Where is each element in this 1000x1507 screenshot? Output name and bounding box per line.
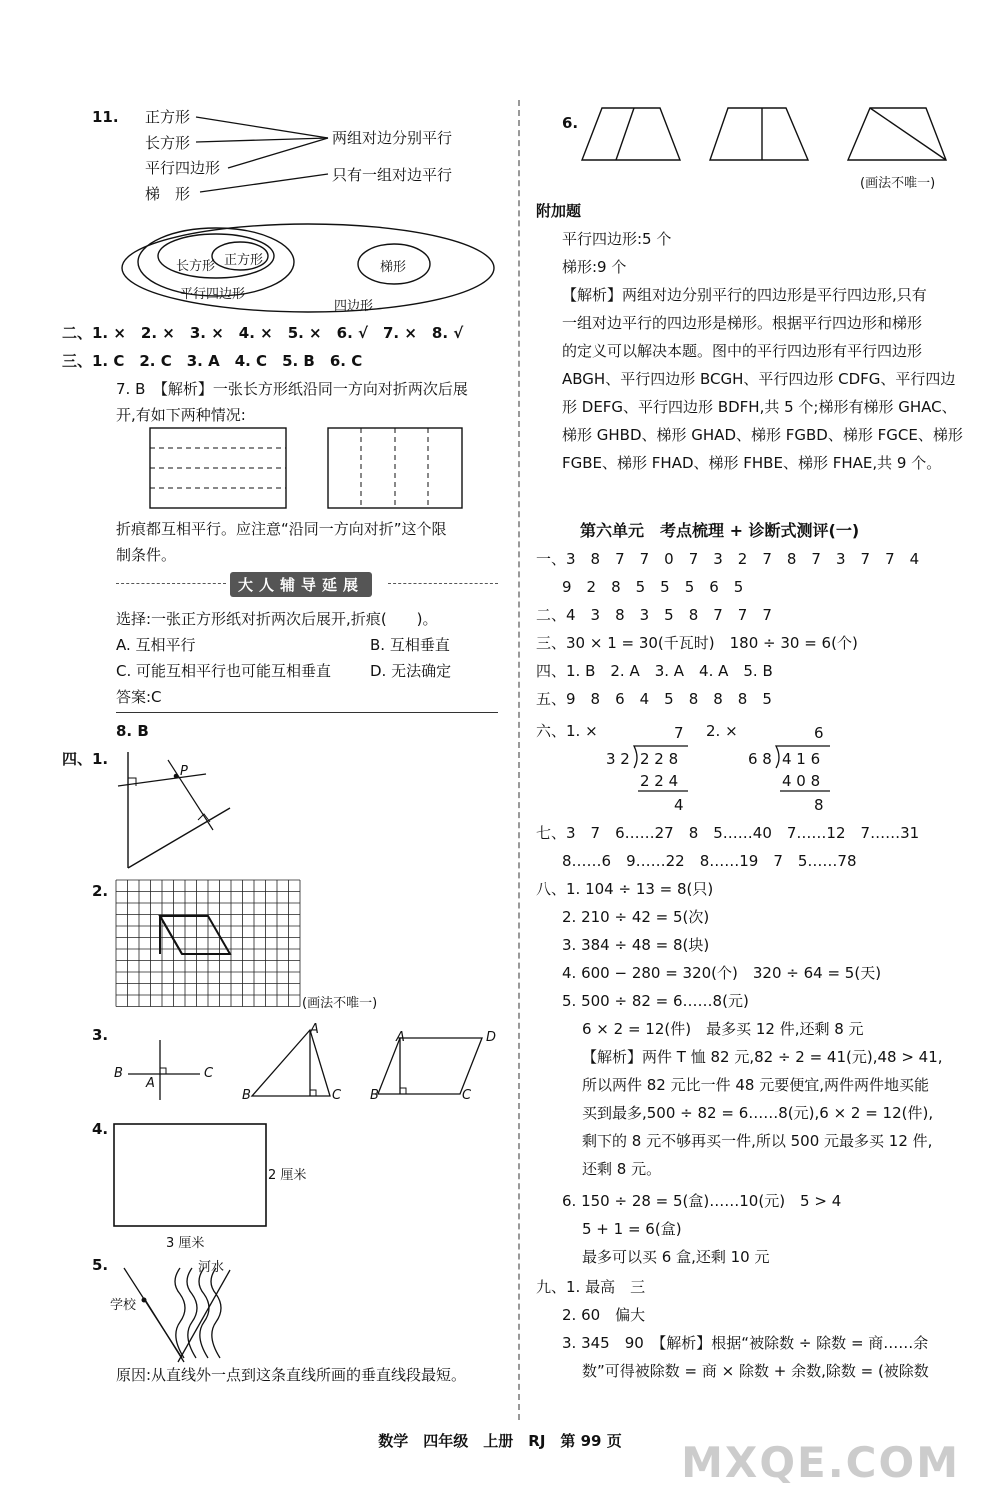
div1-dividend: 2 2 8: [640, 750, 679, 768]
div2-bracket: [772, 744, 832, 794]
q7-line-2: 开,有如下两种情况:: [116, 406, 246, 424]
q2-number: 2.: [92, 882, 109, 900]
venn-parallelogram: 平行四边形: [180, 287, 246, 302]
ext-option-b: B. 互相垂直: [370, 636, 450, 654]
q4-width: 3 厘米: [166, 1236, 205, 1251]
s8-line-2: 2. 210 ÷ 42 = 5(次): [562, 908, 710, 926]
s8-line-5: 5. 500 ÷ 82 = 6……8(元): [562, 992, 749, 1010]
q4-number: 4.: [92, 1120, 109, 1138]
s8-line-14: 最多可以买 6 盒,还剩 10 元: [582, 1248, 770, 1266]
ext-bottom-rule: [116, 712, 498, 713]
s8-line-8: 所以两件 82 元比一件 48 元要便宜,两件两件地买能: [582, 1076, 930, 1094]
q11-shape-2: 长方形: [145, 134, 191, 152]
s4-answers: 四、1. B 2. A 3. A 4. A 5. B: [536, 662, 773, 680]
q11-number: 11.: [92, 108, 119, 126]
div2-product: 4 0 8: [782, 772, 821, 790]
q3-label-d3: D: [486, 1030, 497, 1045]
bonus-exp-5: 形 DEFG、平行四边形 BDFH,共 5 个;梯形有梯形 GHAC、: [562, 398, 957, 416]
q11-prop-1: 两组对边分别平行: [332, 129, 453, 147]
s8-line-13: 5 + 1 = 6(盒): [582, 1220, 682, 1238]
q5-school: 学校: [110, 1298, 137, 1313]
s9-line-2: 2. 60 偏大: [562, 1306, 646, 1324]
unit-6-title: 第六单元 考点梳理 + 诊断式测评(一): [580, 521, 860, 540]
div1-bracket: [630, 744, 690, 794]
s8-line-10: 剩下的 8 元不够再买一件,所以 500 元最多买 12 件,: [582, 1132, 933, 1150]
s6-answer-1: 六、1. ×: [536, 722, 598, 740]
q2-note: (画法不唯一): [302, 996, 378, 1011]
venn-quadrilateral: 四边形: [334, 299, 374, 314]
s8-line-12: 6. 150 ÷ 28 = 5(盒)……10(元) 5 > 4: [562, 1192, 842, 1210]
bonus-answer-1: 平行四边形:5 个: [562, 230, 672, 248]
div1-divisor: 3 2: [606, 750, 630, 768]
q6-trapezoids: [580, 104, 950, 164]
q11-prop-2: 只有一组对边平行: [332, 166, 453, 184]
s3-answers: 三、30 × 1 = 30(千瓦时) 180 ÷ 30 = 6(个): [536, 634, 858, 652]
q3-label-c1: C: [204, 1066, 214, 1081]
q3-label-c2: C: [332, 1088, 342, 1103]
s1-line-2: 9 2 8 5 5 5 6 5: [562, 578, 744, 596]
q7-fold-diagrams: [148, 428, 468, 510]
q4-height: 2 厘米: [268, 1168, 307, 1183]
div2-divisor: 6 8: [748, 750, 772, 768]
extension-banner: 大人辅导延展: [230, 572, 372, 597]
div1-quotient: 7: [674, 724, 684, 742]
s2-answers: 二、4 3 8 3 5 8 7 7 7: [536, 606, 772, 624]
q6-note: (画法不唯一): [860, 176, 936, 191]
section-4-label: 四、1.: [62, 750, 109, 768]
s1-line-1: 一、3 8 7 7 0 7 3 2 7 8 7 3 7 7 4: [536, 550, 920, 568]
q3-number: 3.: [92, 1026, 109, 1044]
ext-option-c: C. 可能互相平行也可能互相垂直: [116, 662, 332, 680]
div1-product: 2 2 4: [640, 772, 679, 790]
bonus-title: 附加题: [536, 202, 582, 220]
q7-note-2: 制条件。: [116, 546, 177, 564]
s8-line-7: 【解析】两件 T 恤 82 元,82 ÷ 2 = 41(元),48 > 41,: [582, 1048, 943, 1066]
venn-trapezoid: 梯形: [380, 260, 407, 275]
div2-remainder: 8: [814, 796, 824, 814]
q3-label-a1: A: [146, 1076, 155, 1091]
page-footer: 数学 四年级 上册 RJ 第 99 页: [378, 1432, 622, 1450]
q3-label-c3: C: [462, 1088, 472, 1103]
ext-divider-right: [388, 583, 498, 584]
bonus-answer-2: 梯形:9 个: [562, 258, 627, 276]
bonus-exp-6: 梯形 GHBD、梯形 GHAD、梯形 FGBD、梯形 FGCE、梯形: [562, 426, 963, 444]
s9-line-4: 数”可得被除数 = 商 × 除数 + 余数,除数 = (被除数: [582, 1362, 929, 1380]
s5-answers: 五、9 8 6 4 5 8 8 8 5: [536, 690, 772, 708]
q3-label-b2: B: [242, 1088, 251, 1103]
ext-option-d: D. 无法确定: [370, 662, 452, 680]
q8-answer: 8. B: [116, 722, 149, 740]
s8-line-4: 4. 600 − 280 = 320(个) 320 ÷ 64 = 5(天): [562, 964, 882, 982]
q6-number: 6.: [562, 114, 579, 132]
s9-line-1: 九、1. 最高 三: [536, 1278, 646, 1296]
div1-remainder: 4: [674, 796, 684, 814]
s8-line-1: 八、1. 104 ÷ 13 = 8(只): [536, 880, 714, 898]
q3-label-b1: B: [114, 1066, 123, 1081]
venn-rectangle: 长方形: [176, 259, 216, 274]
q11-shape-4: 梯 形: [145, 185, 191, 203]
watermark: MXQE.COM: [681, 1438, 960, 1487]
q7-note-1: 折痕都互相平行。应注意“沿同一方向对折”这个限: [116, 520, 447, 538]
q11-match-lines: [0, 0, 520, 220]
q3-label-a3: A: [396, 1030, 405, 1045]
s7-line-2: 8……6 9……22 8……19 7 5……78: [562, 852, 857, 870]
venn-square: 正方形: [224, 253, 264, 268]
s9-line-3: 3. 345 90 【解析】根据“被除数 ÷ 除数 = 商……余: [562, 1334, 929, 1352]
river-figure: [120, 1258, 250, 1368]
q7-line-1: 7. B 【解析】一张长方形纸沿同一方向对折两次后展: [116, 380, 468, 398]
s8-line-11: 还剩 8 元。: [582, 1160, 662, 1178]
ext-answer: 答案:C: [116, 688, 162, 706]
ext-question: 选择:一张正方形纸对折两次后展开,折痕( )。: [116, 610, 438, 628]
s8-line-9: 买到最多,500 ÷ 82 = 6……8(元),6 × 2 = 12(件),: [582, 1104, 934, 1122]
q5-reason: 原因:从直线外一点到这条直线所画的垂直线段最短。: [116, 1366, 467, 1384]
div2-dividend: 4 1 6: [782, 750, 821, 768]
q3-label-a2: A: [310, 1022, 319, 1037]
div2-quotient: 6: [814, 724, 824, 742]
column-divider: [518, 100, 520, 1420]
point-p: P: [180, 764, 188, 779]
s8-line-3: 3. 384 ÷ 48 = 8(块): [562, 936, 710, 954]
section-3-answers: 三、1. C 2. C 3. A 4. C 5. B 6. C: [62, 352, 363, 370]
s8-line-6: 6 × 2 = 12(件) 最多买 12 件,还剩 8 元: [582, 1020, 864, 1038]
grid-figure: [116, 880, 302, 1012]
section-2-answers: 二、1. × 2. × 3. × 4. × 5. × 6. √ 7. × 8. √: [62, 324, 464, 342]
q11-shape-1: 正方形: [145, 108, 191, 126]
bonus-exp-1: 【解析】两组对边分别平行的四边形是平行四边形,只有: [562, 286, 927, 304]
bonus-exp-3: 的定义可以解决本题。图中的平行四边形有平行四边形: [562, 342, 923, 360]
q4-rectangle: [112, 1122, 272, 1232]
bonus-exp-2: 一组对边平行的四边形是梯形。根据平行四边形和梯形: [562, 314, 923, 332]
bonus-exp-7: FGBE、梯形 FHAD、梯形 FHBE、梯形 FHAE,共 9 个。: [562, 454, 942, 472]
ext-option-a: A. 互相平行: [116, 636, 196, 654]
ext-divider-left: [116, 583, 226, 584]
q5-number: 5.: [92, 1256, 109, 1274]
s7-line-1: 七、3 7 6……27 8 5……40 7……12 7……31: [536, 824, 920, 842]
q5-river: 河水: [198, 1260, 225, 1275]
q11-shape-3: 平行四边形: [145, 159, 221, 177]
q3-label-b3: B: [370, 1088, 379, 1103]
bonus-exp-4: ABGH、平行四边形 BCGH、平行四边形 CDFG、平行四边: [562, 370, 956, 388]
s6-answer-2: 2. ×: [706, 722, 738, 740]
